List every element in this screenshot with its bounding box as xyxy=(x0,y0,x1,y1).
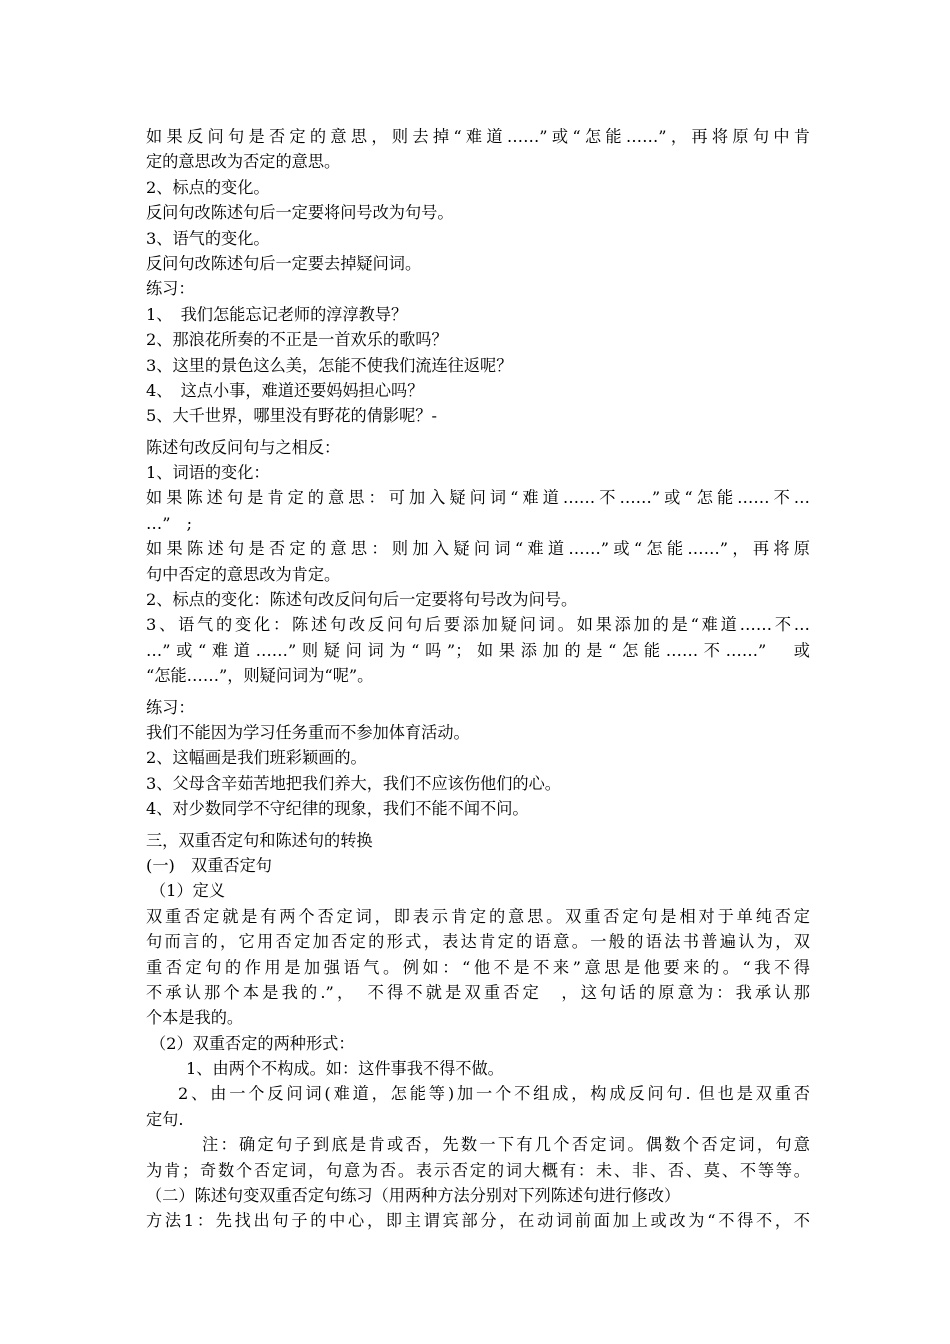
section-heading: 三，双重否定句和陈述句的转换 xyxy=(146,830,373,850)
text-line: 如果反问句是否定的意思，则去掉“难道……”或“怎能……”，再将原句中肯 xyxy=(146,127,810,146)
list-item: 3、这里的景色这么美，怎能不使我们流连往返呢？ xyxy=(146,355,513,375)
text-line: 2、标点的变化。 xyxy=(146,177,270,197)
text-line: 3、语气的变化：陈述句改反问句后要添加疑问词。如果添加的是“难道……不… xyxy=(146,615,810,635)
text-line: 2、标点的变化：陈述句改反问句后一定要将句号改为问号。 xyxy=(146,590,578,610)
text-line: 定的意思改为否定的意思。 xyxy=(146,152,341,172)
list-item: 2、这幅画是我们班彩颖画的。 xyxy=(146,748,367,768)
note-line: 为肯；奇数个否定词，句意为否。表示否定的词大概有：未、非、否、莫、不等等。 xyxy=(146,1160,810,1180)
list-item: 1、 我们怎能忘记老师的淳淳教导？ xyxy=(146,304,408,324)
list-item: 4、 这点小事，难道还要妈妈担心吗？ xyxy=(146,380,424,400)
list-item: 3、父母含辛茹苦地把我们养大，我们不应该伤他们的心。 xyxy=(146,773,561,793)
text-line: …”或“难道……”则疑问词为“吗”；如果添加的是“怎能……不……” 或 xyxy=(146,640,810,660)
text-line: 方法1：先找出句子的中心，即主谓宾部分，在动词前面加上或改为“不得不，不 xyxy=(146,1211,810,1231)
subsection-heading: （2）双重否定的两种形式： xyxy=(150,1033,355,1053)
text-line: 句而言的，它用否定加否定的形式，表达肯定的语意。一般的语法书普遍认为，双 xyxy=(146,932,810,952)
text-line: “怎能……”，则疑问词为“呢”。 xyxy=(146,666,374,686)
subsection-heading: （1）定义 xyxy=(150,881,226,901)
text-line: 反问句改陈述句后一定要将问号改为句号。 xyxy=(146,203,454,223)
text-line: …” ; xyxy=(146,513,193,533)
text-line: 如果陈述句是肯定的意思：可加入疑问词“难道……不……”或“怎能……不… xyxy=(146,488,810,508)
text-line: 练习： xyxy=(146,279,195,299)
list-item: 5、大千世界，哪里没有野花的倩影呢？- xyxy=(146,406,437,426)
text-line: 陈述句改反问句与之相反： xyxy=(146,437,341,457)
text-line: 定句. xyxy=(146,1109,184,1129)
subsection-heading: (一) 双重否定句 xyxy=(146,855,272,875)
note-line: 注：确定句子到底是肯或否，先数一下有几个否定词。偶数个否定词，句意 xyxy=(202,1135,810,1155)
list-item: 2、那浪花所奏的不正是一首欢乐的歌吗？ xyxy=(146,330,448,350)
text-line: 双重否定就是有两个否定词，即表示肯定的意思。双重否定句是相对于单纯否定 xyxy=(146,906,810,926)
text-line: 不承认那个本是我的.”， 不得不就是双重否定 ，这句话的原意为：我承认那 xyxy=(146,982,810,1002)
list-item: 2、由一个反问词(难道，怎能等)加一个不组成，构成反问句. 但也是双重否 xyxy=(178,1084,810,1104)
document-page xyxy=(146,124,810,1234)
text-line: 句中否定的意思改为肯定。 xyxy=(146,564,341,584)
text-line: 如果陈述句是否定的意思：则加入疑问词“难道……”或“怎能……”，再将原 xyxy=(146,539,810,559)
list-item: 我们不能因为学习任务重而不参加体育活动。 xyxy=(146,722,470,742)
text-line: 重否定句的作用是加强语气。例如：“他不是不来”意思是他要来的。“我不得 xyxy=(146,957,810,977)
text-line: 3、语气的变化。 xyxy=(146,228,270,248)
list-item: 1、由两个不构成。如：这件事我不得不做。 xyxy=(186,1059,504,1079)
list-item: 4、对少数同学不守纪律的现象，我们不能不闻不问。 xyxy=(146,799,529,819)
text-line: 练习： xyxy=(146,697,195,717)
text-line: 1、词语的变化： xyxy=(146,463,270,483)
text-line: 反问句改陈述句后一定要去掉疑问词。 xyxy=(146,253,422,273)
text-line: 个本是我的。 xyxy=(146,1008,244,1028)
subsection-heading: （二）陈述句变双重否定句练习（用两种方法分别对下列陈述句进行修改） xyxy=(146,1186,681,1206)
